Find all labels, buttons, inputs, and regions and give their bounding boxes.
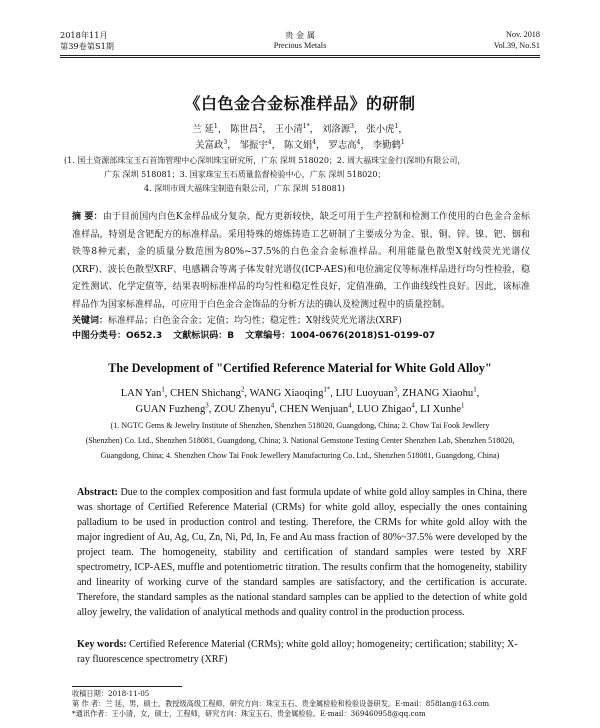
affiliation-en-line1: (1. NGTC Gems & Jewelry Institute of Shenzhen, Shenzhen 518020, Guangdong, China; 2. Chow Tai Fook Jewllery xyxy=(110,421,490,430)
affiliation-cn-line3: 4. 深圳市周大福珠宝制造有限公司，广东 深圳 518081) xyxy=(144,184,345,193)
footnote-received: 收稿日期：2018-11-05 xyxy=(72,689,150,698)
abstract-cn-text: 由于目前国内白色K金样品成分复杂、配方更新较快，缺乏可用于生产控制和检测工作使用的白色金合金标准样品，特别是含钯配方的标准样品。采用特殊的熔炼铸造工艺研制了主要成分为金、银、铜、锌、镍、钯、铟和铁等8种元素，金的质量分数范围为80%~37.5%的白色金合金标准样品。利用能量色散型X射线荧光光谱仪(XRF)、波长色散型XRF、电感耦合等离子体发射光谱仪(ICP-AES)和电位滴定仪等标准样品进行均匀性检验，稳定性测试、化学定值等，结果表明标准样品的均匀性和稳定性良好，定值准确，工作曲线线性良好。因此，该标准样品作为国家标准样品，可应用于白色金合金饰品的分析方法的确认及检测过程中的质量控制。 xyxy=(72,212,531,310)
abstract-en xyxy=(77,485,527,620)
keywords-cn xyxy=(72,315,402,327)
affiliation-en-line3: Guangdong, China; 4. Shenzhen Chow Tai Fook Jewellery Manufacturing Co. Ltd., Shenzhen 518081, Guangdong, China) xyxy=(100,451,500,460)
author-cn: 张小虎$^1$ xyxy=(366,122,399,135)
author-en: LAN Yan$^1$ xyxy=(120,386,165,399)
keywords-cn-text: 标准样品；白色金合金；定值；均匀性；稳定性；X射线荧光光谱法(XRF) xyxy=(108,316,402,326)
affiliation-cn-line2: 广东 深圳 518081；3. 国家珠宝玉石质量监督检验中心，广东 深圳 518020； xyxy=(104,170,386,179)
header-volume-en: Vol.39, No.S1 xyxy=(493,41,540,50)
classification-line xyxy=(72,330,443,342)
keywords-en-text: Certified Reference Material (CRMs); white gold alloy; homogeneity; certification; stability; X-ray fluorescence spectrometry (XRF) xyxy=(77,639,518,665)
paper-title-en: The Development of "Certified Reference Material for White Gold Alloy" xyxy=(108,361,492,375)
author-cn: 李勤鹤$^1$ xyxy=(372,138,405,151)
affiliation-cn-line1: (1. 国土资源部珠宝玉石首饰管理中心深圳珠宝研究所，广东 深圳 518020；2. 周大福珠宝金行(深圳)有限公司， xyxy=(64,156,466,165)
footnote-rule xyxy=(72,686,182,687)
keywords-cn-label: 关键词： xyxy=(72,316,109,326)
author-en: CHEN Shichang$^2$ xyxy=(170,386,245,399)
abstract-cn-label: 摘 要： xyxy=(72,212,103,222)
authors-cn-line1: 兰 延$^1$， 陈世昌$^2$， 王小清$^{1*}$， 刘洛源$^3$， 张小虎$^1$， xyxy=(192,122,408,135)
header-journal-cn: 贵 金 属 xyxy=(285,30,315,40)
authors-en-line1: LAN Yan$^1$, CHEN Shichang$^2$, WANG Xiaoqing$^{1*}$, LIU Luoyuan$^3$, ZHANG Xiaohu$^1$, xyxy=(120,386,480,399)
header-journal-en: Precious Metals xyxy=(273,41,327,50)
footnote-first-author: 第 作 者：兰 延，男，硕士，教授级高级工程师，研究方向：珠宝玉石、贵金属检验和检验设备研发。E-mail：858lan@163.com xyxy=(72,699,490,708)
author-cn: 刘洛源$^3$ xyxy=(322,122,355,135)
author-en: WANG Xiaoqing$^{1*}$ xyxy=(249,386,331,399)
paper-title-cn: 《白色金合金标准样品》的研制 xyxy=(184,94,416,113)
document-code: 文献标识码：B xyxy=(173,331,235,341)
footnote-corresponding: *通讯作者：王小清，女，硕士，工程师，研究方向：珠宝玉石、贵金属检验。E-mail：369460958@qq.com xyxy=(72,709,426,718)
authors-en-line2: GUAN Fuzheng$^3$, ZOU Zhenyu$^4$, CHEN Wenjuan$^4$, LUO Zhigao$^4$, LI Xunhe$^1$ xyxy=(135,402,465,415)
author-en: GUAN Fuzheng$^3$ xyxy=(135,402,209,415)
header-month-en: Nov. 2018 xyxy=(505,30,540,39)
abstract-cn xyxy=(72,209,530,315)
header-volume-cn: 第39卷第S1期 xyxy=(60,41,114,51)
author-cn: 关富政$^3$ xyxy=(195,138,228,151)
author-en: CHEN Wenjuan$^4$ xyxy=(279,402,352,415)
author-en: ZHANG Xiaohu$^1$ xyxy=(402,386,477,399)
header-rule-top xyxy=(60,55,540,56)
author-cn: 兰 延$^1$ xyxy=(192,122,218,135)
affiliation-en-line2: (Shenzhen) Co. Ltd., Shenzhen 518081, Guangdong, China; 3. National Gemstone Testing Center Shenzhen Lab, Shenzhen 518020, xyxy=(85,436,515,445)
author-cn: 陈世昌$^2$ xyxy=(230,122,263,135)
header-rule-bottom xyxy=(60,57,540,58)
keywords-en-label: Key words: xyxy=(77,639,127,650)
authors-cn-line2: 关富政$^3$， 邹振宇$^4$， 陈文娟$^4$， 罗志高$^4$， 李勤鹤$^1$ xyxy=(195,138,405,151)
header-date: 2018年11月 xyxy=(60,30,108,40)
abstract-en-text: Due to the complex composition and fast formula update of white gold alloy samples in China, there was shortage of Certified Reference Material (CRMs) for white gold alloy, especially the ones containing palladium to be used in production control and testing. Therefore, the CRMs for white gold alloy with the major ingredient of Au, Ag, Cu, Zn, Ni, Pd, In, Fe and Au mass fraction of 80%~37.5% were developed by the project team. The homogeneity, stability and certification of standard samples were tested by XRF spectrometry, ICP-AES, muffle and potentiometric titration. The results confirm that the homogeneity, stability and linearity of working curve of the standard samples are satisfactory, and the certification is accurate. Therefore, the standard samples as the national standard samples can be applied to the detection of white gold alloy jewelry, the validation of analytical methods and quality control in the production process. xyxy=(77,487,527,618)
author-en: LI Xunhe$^1$ xyxy=(420,402,465,415)
abstract-en-label: Abstract: xyxy=(77,487,118,498)
author-cn: 陈文娟$^4$ xyxy=(283,138,317,151)
author-en: LIU Luoyuan$^3$ xyxy=(335,386,397,399)
author-cn: 邹振宇$^4$ xyxy=(239,138,272,151)
author-en: ZOU Zhenyu$^4$ xyxy=(214,402,275,415)
article-number: 文章编号：1004-0676(2018)S1-0199-07 xyxy=(245,331,436,341)
author-cn: 王小清$^{1*}$ xyxy=(274,122,310,135)
author-en: LUO Zhigao$^4$ xyxy=(356,402,415,415)
author-cn: 罗志高$^4$ xyxy=(328,138,361,151)
clc-number: 中图分类号：O652.3 xyxy=(72,331,163,341)
keywords-en xyxy=(77,637,527,667)
